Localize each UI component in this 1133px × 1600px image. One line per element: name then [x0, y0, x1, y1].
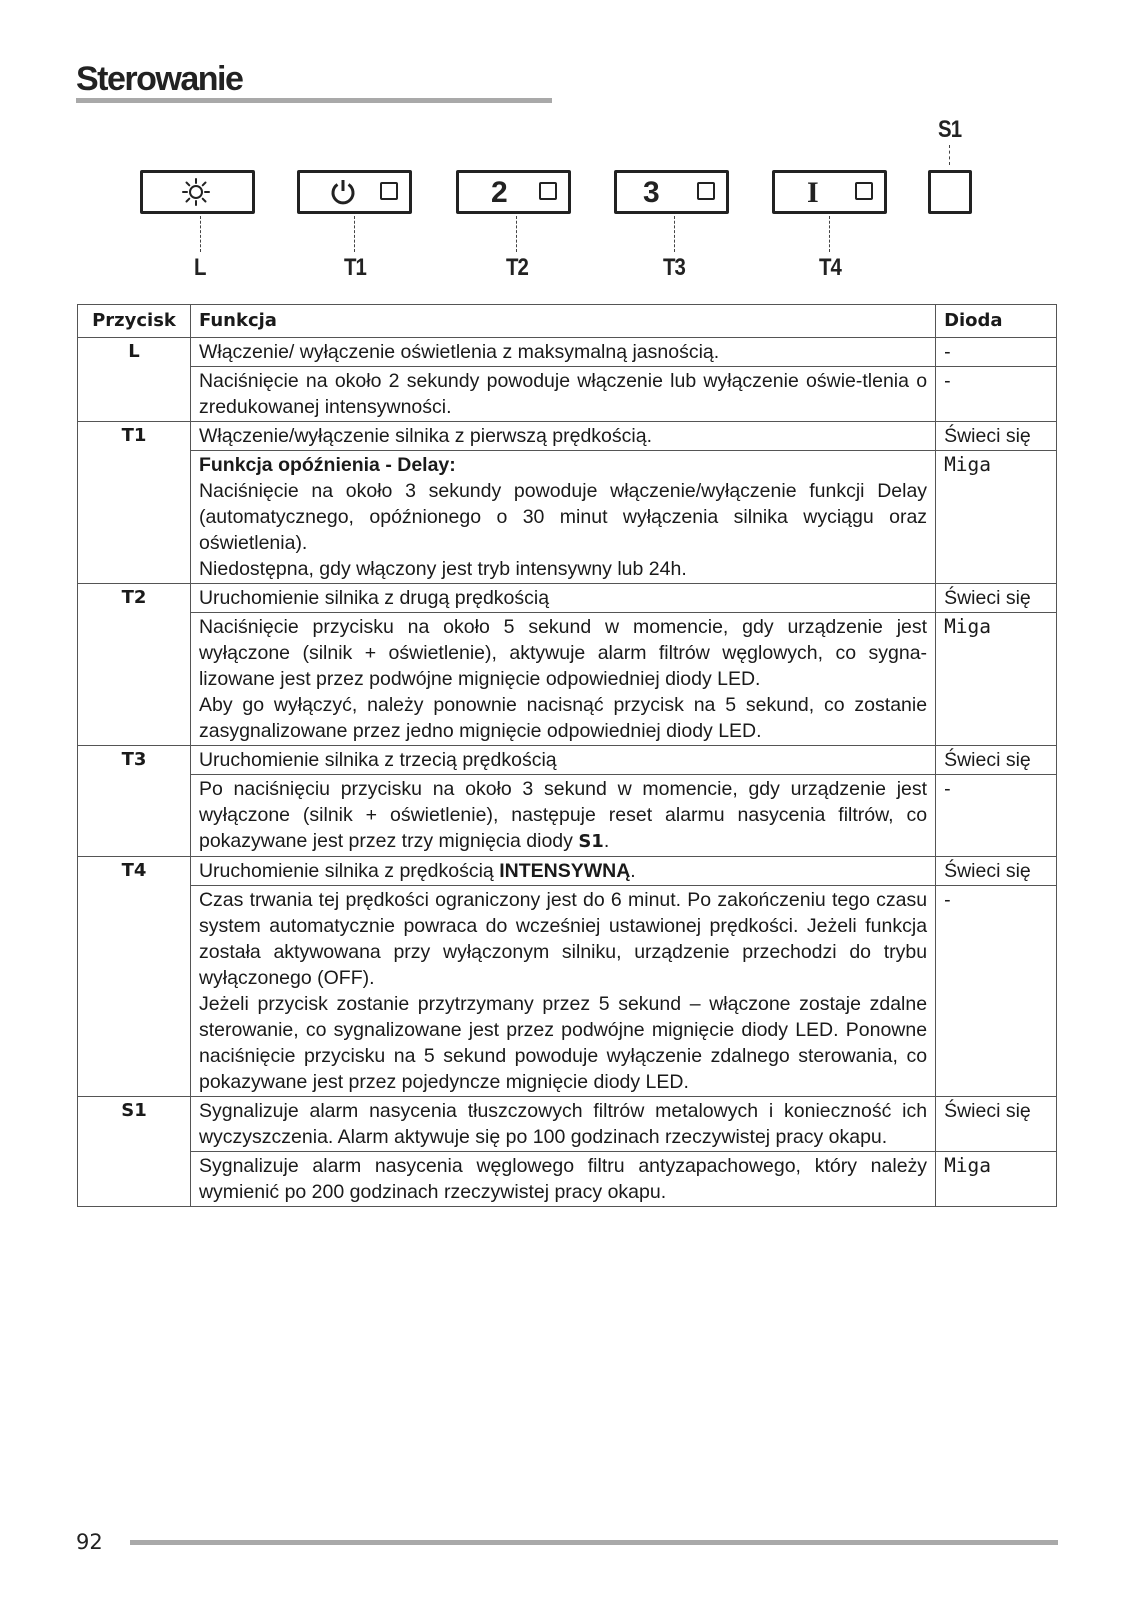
control-panel-diagram	[0, 0, 1133, 300]
table-row	[78, 584, 1057, 613]
table-row	[78, 775, 1057, 857]
t1-leader	[354, 216, 355, 252]
reset-end: .	[603, 830, 610, 852]
row-diode: -	[936, 886, 1057, 1097]
button-t4	[772, 170, 887, 214]
row-diode: Świeci się	[936, 1097, 1057, 1152]
button-t3-glyph: 3	[643, 176, 660, 209]
button-t4-glyph: I	[807, 176, 819, 209]
row-key: T2	[78, 584, 191, 613]
t3-leader	[674, 216, 675, 252]
l-leader	[200, 216, 201, 252]
row-diode: -	[936, 338, 1057, 367]
row-function: Uruchomienie silnika z trzecią prędkością	[190, 746, 935, 775]
row-function	[190, 886, 935, 1097]
row-diode: Świeci się	[936, 584, 1057, 613]
row-diode: Miga	[936, 1152, 1057, 1207]
row-key	[78, 775, 191, 857]
header-function: Funkcja	[190, 305, 935, 338]
row-diode: Świeci się	[936, 746, 1057, 775]
row-key	[78, 886, 191, 1097]
row-function: Naciśnięcie na około 2 sekundy powoduje włączenie lub wyłączenie oświe-tlenia o zredukowanej intensywności.	[190, 367, 935, 422]
intensive-duration-desc: Czas trwania tej prędkości ograniczony jest do 6 minut. Po zakończeniu tego czasu system automatycznie powraca do wcześniej ustawionej prędkości. Jeżeli funkcja została aktywowana przy wyłączonym silniku, urządzenie przechodzi do trybu wyłączonego (OFF).	[198, 889, 928, 989]
row-key	[78, 451, 191, 584]
footer-rule	[130, 1540, 1058, 1545]
row-function	[190, 451, 935, 584]
table-row	[78, 1152, 1057, 1207]
remote-control-desc: Jeżeli przycisk zostanie przytrzymany przez 5 sekund – włączone zostaje zdalne sterowanie, co sygnalizowane jest przez podwójne mignięcie diody LED. Ponowne naciśnięcie przycisku na 5 sekund powoduje wyłączenie zdalnego sterowania, co pokazywane jest przez pojedyncze mignięcie diody LED.	[198, 993, 928, 1093]
sun-icon	[182, 178, 210, 211]
row-function: Sygnalizuje alarm nasycenia tłuszczowych filtrów metalowych i konieczność ich wyczyszczenia. Alarm aktywuje się po 100 godzinach rzeczywistej pracy okapu.	[190, 1097, 935, 1152]
row-function: Uruchomienie silnika z drugą prędkością	[190, 584, 935, 613]
row-key: T3	[78, 746, 191, 775]
table-row	[78, 886, 1057, 1097]
led-indicator	[539, 182, 557, 200]
table-row	[78, 367, 1057, 422]
row-key	[78, 613, 191, 746]
intensive-end: .	[630, 860, 636, 882]
table-row	[78, 338, 1057, 367]
alarm-desc: Naciśnięcie przycisku na około 5 sekund w momencie, gdy urządzenie jest wyłączone (silnik + oświetlenie), aktywuje alarm filtrów węglowych, co sygna-lizowane jest przez podwójne mignięcie odpowiedniej diody LED.	[198, 616, 928, 690]
row-function	[190, 857, 935, 886]
label-l: L	[194, 254, 206, 281]
row-key: T4	[78, 857, 191, 886]
row-diode: Miga	[936, 451, 1057, 584]
row-function	[190, 613, 935, 746]
label-t1: T1	[343, 254, 367, 281]
page-number: 92	[76, 1530, 103, 1554]
row-function: Sygnalizuje alarm nasycenia węglowego filtru antyzapachowego, który należy wymienić po 200 godzinach rzeczywistej pracy okapu.	[190, 1152, 935, 1207]
row-function: Włączenie/ wyłączenie oświetlenia z maksymalną jasnością.	[190, 338, 935, 367]
button-l	[140, 170, 255, 214]
table-row	[78, 613, 1057, 746]
led-indicator	[697, 182, 715, 200]
s1-label: S1	[938, 116, 962, 143]
header-key: Przycisk	[78, 305, 191, 338]
table-row	[78, 1097, 1057, 1152]
t2-leader	[516, 216, 517, 252]
intensive-word: INTENSYWNĄ	[499, 860, 631, 882]
s1-code: S1	[578, 831, 604, 852]
row-function: Włączenie/wyłączenie silnika z pierwszą prędkością.	[190, 422, 935, 451]
label-t3: T3	[662, 254, 686, 281]
delay-note: Niedostępna, gdy włączony jest tryb intensywny lub 24h.	[198, 558, 687, 580]
row-function	[190, 775, 935, 857]
page-title: Sterowanie	[76, 60, 243, 98]
power-icon	[328, 177, 358, 212]
label-t2: T2	[505, 254, 529, 281]
button-t2-glyph: 2	[491, 176, 508, 209]
table-row	[78, 451, 1057, 584]
row-key	[78, 367, 191, 422]
s1-leader	[949, 145, 950, 165]
table-row	[78, 746, 1057, 775]
button-t1	[297, 170, 412, 214]
button-t3	[614, 170, 729, 214]
row-key: S1	[78, 1097, 191, 1152]
table-header-row	[78, 305, 1057, 338]
row-diode: Miga	[936, 613, 1057, 746]
t4-leader	[829, 216, 830, 252]
button-t2	[456, 170, 571, 214]
header-diode: Dioda	[936, 305, 1057, 338]
intensive-desc: Uruchomienie silnika z prędkością	[198, 860, 494, 882]
led-indicator	[855, 182, 873, 200]
row-diode: -	[936, 775, 1057, 857]
row-diode: -	[936, 367, 1057, 422]
s1-led	[928, 170, 972, 214]
table-row	[78, 422, 1057, 451]
alarm-off-desc: Aby go wyłączyć, należy ponownie nacisnąć przycisk na 5 sekund, co zostanie zasygnalizowane przez jedno mignięcie odpowiedniej diody LED.	[198, 694, 928, 742]
delay-desc: Naciśnięcie na około 3 sekundy powoduje włączenie/wyłączenie funkcji Delay (automatycznego, opóźnionego o 30 minut wyłączenia silnika wyciągu oraz oświetlenia).	[198, 480, 928, 554]
controls-table	[77, 304, 1057, 1207]
reset-desc: Po naciśnięciu przycisku na około 3 sekund w momencie, gdy urządzenie jest wyłączone (silnik + oświetlenie), następuje reset alarmu nasycenia filtrów, co pokazywane jest przez trzy mignięcia diody	[198, 778, 928, 852]
row-key: L	[78, 338, 191, 367]
row-diode: Świeci się	[936, 857, 1057, 886]
table-row	[78, 857, 1057, 886]
row-diode: Świeci się	[936, 422, 1057, 451]
row-key	[78, 1152, 191, 1207]
delay-title: Funkcja opóźnienia - Delay:	[198, 454, 456, 476]
label-t4: T4	[818, 254, 842, 281]
led-indicator	[380, 182, 398, 200]
row-key: T1	[78, 422, 191, 451]
